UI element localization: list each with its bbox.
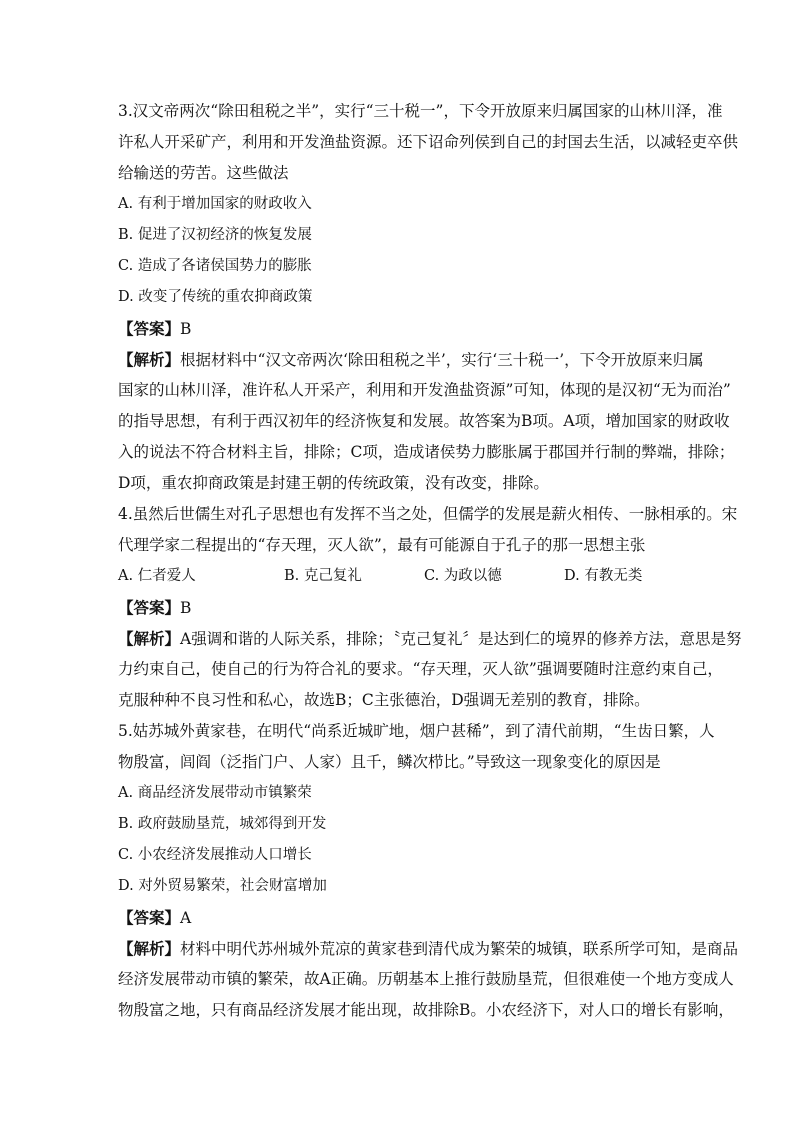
q5-stem-line-2: 物殷富，闾阎（泛指门户、人家）且千，鳞次栉比。”导致这一现象变化的原因是 xyxy=(118,753,661,771)
q4-options-row xyxy=(118,561,678,592)
q4-stem-line-2: 代理学家二程提出的“存天理，灭人欲”，最有可能源自于孔子的那一思想主张 xyxy=(118,536,646,554)
q5-option-c: C. 小农经济发展推动人口增长 xyxy=(118,847,312,863)
question-5 xyxy=(118,716,739,1026)
document-page xyxy=(118,96,742,1026)
q5-option-b: B. 政府鼓励垦荒，城郊得到开发 xyxy=(118,816,327,832)
q5-analysis-tag: 【解析】 xyxy=(118,939,181,958)
q5-option-a: A. 商品经济发展带动市镇繁荣 xyxy=(118,785,312,801)
q3-analysis-text-1: 根据材料中“汉文帝两次‘除田租税之半’，实行‘三十税一’，下令开放原来归属 xyxy=(180,351,704,369)
q4-option-a: A. 仁者爱人 xyxy=(118,568,196,584)
q3-stem-line-3: 给输送的劳苦。这些做法 xyxy=(118,164,289,182)
q5-option-d: D. 对外贸易繁荣，社会财富增加 xyxy=(118,878,327,894)
q3-answer-value: B xyxy=(180,320,192,338)
q4-option-c: C. 为政以德 xyxy=(424,568,502,584)
q3-option-d: D. 改变了传统的重农抑商政策 xyxy=(118,289,313,305)
q5-analysis-text-1: 材料中明代苏州城外荒凉的黄家巷到清代成为繁荣的城镇，联系所学可知，是商品 xyxy=(180,940,739,958)
q3-option-b: B. 促进了汉初经济的恢复发展 xyxy=(118,227,312,243)
q4-analysis-line-1 xyxy=(118,623,742,654)
q5-answer-value: A xyxy=(180,909,192,927)
q4-stem-line-1: 4.虽然后世儒生对孔子思想也有发挥不当之处，但儒学的发展是薪火相传、一脉相承的。宋 xyxy=(118,505,738,523)
q3-analysis-line-2: 国家的山林川泽，准许私人开采产，利用和开发渔盐资源”可知，体现的是汉初“无为而治” xyxy=(118,381,731,399)
q3-analysis-line-3: 的指导思想，有利于西汉初年的经济恢复和发展。故答案为B项。A项，增加国家的财政收 xyxy=(118,412,730,430)
q3-answer-tag: 【答案】 xyxy=(118,319,181,338)
q4-analysis-tag: 【解析】 xyxy=(118,629,181,648)
q3-analysis-tag: 【解析】 xyxy=(118,350,181,369)
q5-answer-tag: 【答案】 xyxy=(118,908,181,927)
q4-analysis-line-2: 力约束自己，使自己的行为符合礼的要求。“存天理，灭人欲”强调要随时注意约束自己， xyxy=(118,660,723,678)
question-4 xyxy=(118,499,742,716)
question-3 xyxy=(118,96,739,499)
q4-option-b: B. 克己复礼 xyxy=(284,568,362,584)
q5-analysis-line-1 xyxy=(118,933,739,964)
q4-analysis-line-3: 克服种种不良习性和私心，故选B；C主张德治，D强调无差别的教育，排除。 xyxy=(118,691,650,709)
q4-answer-value: B xyxy=(180,599,192,617)
q5-stem-line-1: 5.姑苏城外黄家巷，在明代“尚系近城旷地，烟户甚稀”，到了清代前期，“生齿日繁，人 xyxy=(118,722,715,740)
q3-option-c: C. 造成了各诸侯国势力的膨胀 xyxy=(118,258,312,274)
q4-option-d: D. 有教无类 xyxy=(564,568,643,584)
q3-stem-line-2: 许私人开采矿产，利用和开发渔盐资源。还下诏命列侯到自己的封国去生活，以减轻吏卒供 xyxy=(118,133,739,151)
q3-analysis-line-4: 入的说法不符合材料主旨，排除；C项，造成诸侯势力膨胀属于郡国并行制的弊端，排除； xyxy=(118,443,735,461)
q4-answer xyxy=(118,592,678,623)
q3-option-a: A. 有利于增加国家的财政收入 xyxy=(118,196,312,212)
q5-analysis-line-2: 经济发展带动市镇的繁荣，故A正确。历朝基本上推行鼓励垦荒，但很难使一个地方变成人 xyxy=(118,970,734,988)
q3-stem-line-1: 3.汉文帝两次“除田租税之半”，实行“三十税一”，下令开放原来归属国家的山林川泽，准 xyxy=(118,102,723,120)
q3-analysis-line-1 xyxy=(118,344,704,375)
q3-answer xyxy=(118,313,678,344)
q5-answer xyxy=(118,902,678,933)
q3-analysis-line-5: D项，重农抑商政策是封建王朝的传统政策，没有改变，排除。 xyxy=(118,474,549,492)
q4-answer-tag: 【答案】 xyxy=(118,598,181,617)
q4-analysis-text-1: A强调和谐的人际关系，排除；〝克己复礼〞是达到仁的境界的修养方法，意思是努 xyxy=(180,630,742,648)
q5-analysis-line-3: 物殷富之地，只有商品经济发展才能出现，故排除B。小农经济下，对人口的增长有影响， xyxy=(118,1001,734,1019)
